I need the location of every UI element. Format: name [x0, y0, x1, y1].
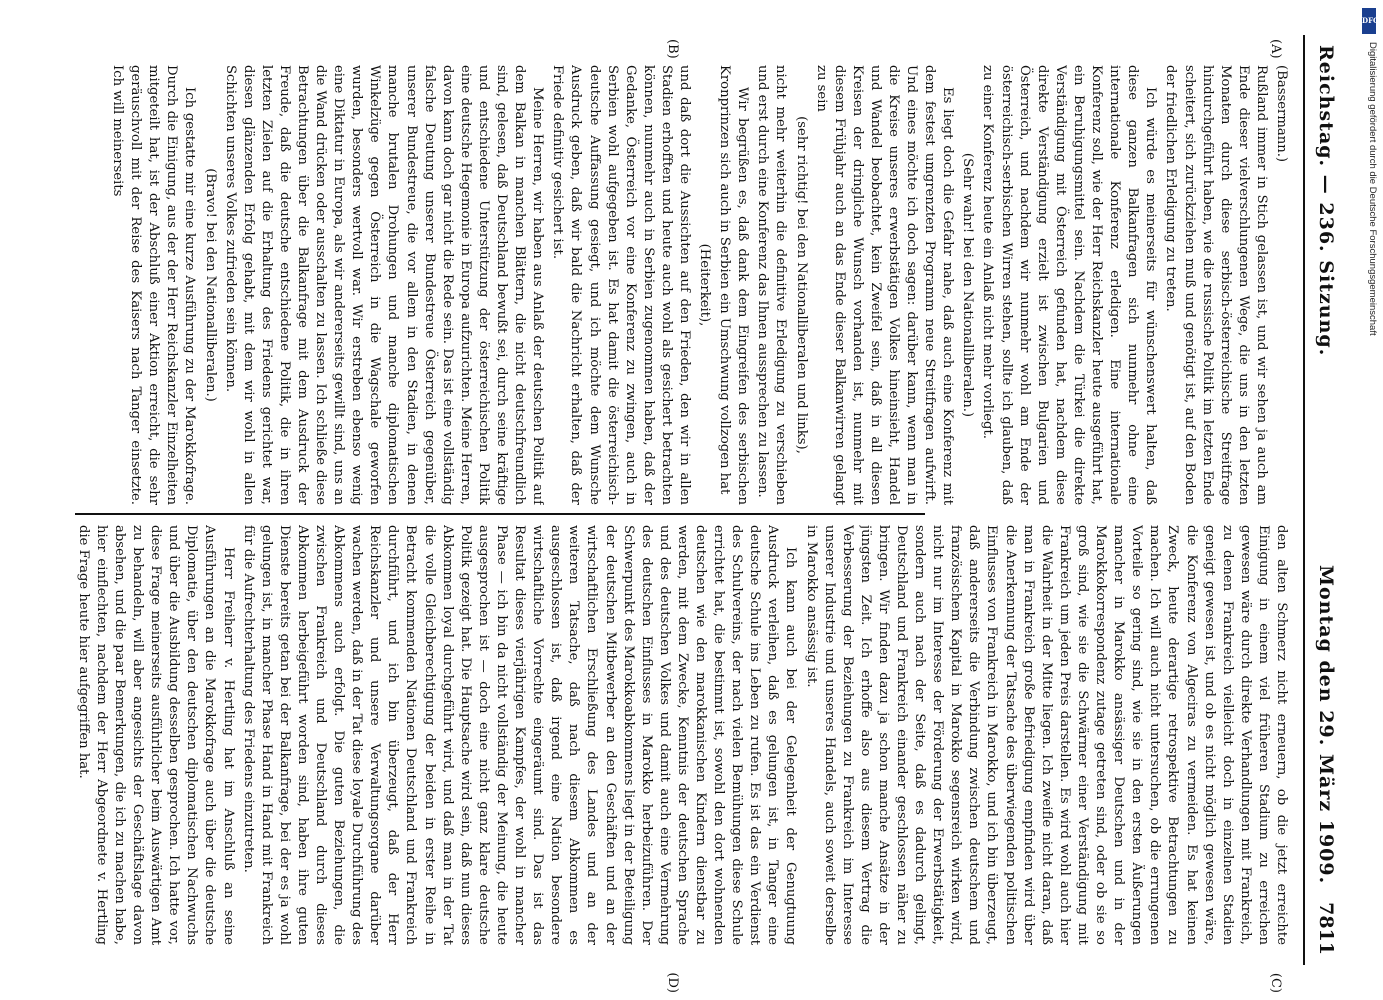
header-left: Reichstag. — 236. Sitzung.	[1315, 45, 1337, 357]
header-date: Montag den 29. März 1909.	[1315, 565, 1337, 885]
left-column-paragraph: nicht mehr weiterhin die definitive Erledigung zu verschieben und erst durch eine Konferenz das Ihnen aussprechen zu lassen.	[755, 65, 789, 505]
right-column-paragraph: Herr Freiherr v. Hertling hat im Anschluß an seine Ausführungen an die Marokkofrage auch über die deutsche Diplomatie, über den deutschen diplomatischen Nachwuchs und über die Ausbildung desselben gesprochen. Ich hatte vor, diese Frage meinerseits ausführlicher beim Auswärtigen Amt zu behandeln, will aber angesichts der Geschäftslage davon absehen, und die paar Bemerkungen, die ich zu machen habe, hier einflechten, nachdem der Herr Abgeordnete v. Hertling die Frage heute hier aufgegriffen hat.	[75, 525, 236, 945]
right-column	[55, 525, 1290, 945]
right-column-paragraph: den alten Schmerz nicht erneuern, ob die jetzt erreichte Einigung in einem viel früheren Stadium zu erreichen gewesen wäre durch direkte Verhandlungen mit Frankreich, zu denen Frankreich vielleicht doch in einzelnen Stadien geneigt gewesen ist, und ob es nicht möglich gewesen wäre, die Konferenz von Algeciras zu vermeiden. Es hat keinen Zweck, heute derartige retrospektive Betrachtungen zu machen. Ich will auch nicht untersuchen, ob die errungenen Vorteile so gering sind, wie sie in den ersten Äußerungen mancher in Marokko ansässiger Deutschen und in der Marokkokorrespondenz zutage getreten sind, oder ob sie so groß sind, wie sie die Schwärmer einer Verständigung mit Frankreich um jeden Preis darstellen. Es wird wohl auch hier die Wahrheit in der Mitte liegen. Ich zweifle nicht daran, daß man in Frankreich große Befriedigung empfinden wird über die Anerkennung der Tatsache des überwiegenden politischen Einflusses von Frankreich in Marokko, und ich bin überzeugt, daß andererseits die Verbindung zwischen deutschem und französischem Kapital in Marokko segensreich wirken wird, nicht nur im Interesse der Förderung der Erwerbstätigkeit, sondern auch nach der Seite, daß es dadurch gelingt, Deutschland und Frankreich einander geschlossen näher zu bringen. Wir finden dazu ja schon manche Ansätze in der jüngsten Zeit. Ich erhoffe also aus diesem Vertrag die Verbesserung der Beziehungen zu Frankreich im Interesse unserer Industrie und unseres Handels, auch soweit derselbe in Marokko ansässig ist.	[803, 525, 1289, 945]
left-column-paragraph: (Sehr wahr! bei den Nationalliberalen.)	[960, 152, 976, 418]
left-column-paragraph: Es liegt doch die Gefahr nahe, daß auch eine Konferenz mit dem festest umgrenzten Programm neue Streitfragen aufwirft. Und eines möchte ich doch sagen: darüber kann, wenn man in die Kreise unseres erwerbstätigen Volkes hineinsieht, Handel und Wandel beobachtet, kein Zweifel sein, daß in all diesen Kreisen der dringliche Wunsch vorhanden ist, nunmehr mit diesem Frühjahr auch an das Ende dieser Balkanwirren gelangt zu sein	[813, 65, 956, 505]
running-header	[1303, 35, 1345, 965]
left-column-paragraph: (Bassermann.)	[1274, 65, 1289, 163]
digitization-sidebar	[1362, 8, 1382, 668]
margin-marker-b: (B)	[665, 39, 680, 59]
left-column-paragraph: und daß dort die Aussichten auf den Frieden, den wir in allen Stadien erhofften und heute auch wohl als gesichert betrachten können, nunmehr auch in Serbien zugenommen haben, daß der Gedanke, Österreich vor eine Konferenz zu zwingen, auch in Serbien wohl aufgegeben ist. Es hat damit die österreichisch-deutsche Auffassung gesiegt, und ich möchte dem Wunsche Ausdruck geben, daß wir bald die Nachricht erhalten, daß der Friede definitiv gesichert ist.	[550, 65, 692, 505]
left-column-paragraph: (Bravo! bei den Nationalliberalen.)	[202, 168, 218, 402]
right-column-paragraph: Ich kann auch bei der Gelegenheit der Genugtuung Ausdruck verleihen, daß es gelungen ist, in Tanger eine deutsche Schule ins Leben zu rufen. Es ist das ein Verdienst des Schulvereins, der nach vielen Bemühungen diese Schule errichtet hat, die bestimmt ist, sowohl den dort wohnenden deutschen wie den marokkanischen Kindern dienstbar zu werden, mit dem Zwecke, Kenntnis der deutschen Sprache und des deutschen Volkes und damit auch eine Vermehrung des deutschen Einflusses in Marokko herbeizuführen. Der Schwerpunkt des Marokkoabkommens liegt in der Beteiligung der deutschen Mitbewerber an den Geschäften und an der wirtschaftlichen Erschließung des Landes und an der weiteren Tatsache, daß nach diesem Abkommen es ausgeschlossen ist, daß irgend eine Nation besondere wirtschaftliche Vorrechte eingeräumt sind. Das ist das Resultat dieses vierjährigen Kampfes, der wohl in mancher Phase — ich bin da nicht vollständig der Meinung, die heute ausgesprochen ist — doch eine nicht ganz klare deutsche Politik gezeigt hat. Die Hauptsache wird sein, daß nun dieses Abkommen loyal durchgeführt wird, und daß man in der Tat die volle Gleichberechtigung der beiden in erster Reihe in Betracht kommenden Nationen Deutschland und Frankreich durchführt, und ich bin überzeugt, daß der Herr Reichskanzler und unsere Verwaltungsorgane darüber wachen werden, daß in der Tat diese loyale Durchführung des Abkommens auch erfolgt. Die guten Beziehungen, die zwischen Frankreich und Deutschland durch dieses Abkommen herbeigeführt worden sind, haben ihre guten Dienste bereits getan bei der Balkanfrage, bei der es ja wohl gelungen ist, in mancher Phase Hand in Hand mit Frankreich für die Aufrechterhaltung des Friedens einzutreten.	[240, 525, 799, 945]
margin-marker-c: (C)	[1268, 972, 1283, 993]
left-column-paragraph: Ich würde es meinerseits für wünschenswert halten, daß diese ganzen Balkanfragen sich nunmehr ohne eine internationale Konferenz erledigen. Eine internationale Konferenz soll, wie der Herr Reichskanzler heute ausgeführt hat, ein Beruhigungsmittel sein. Nachdem die Türkei die direkte Verständigung mit Österreich gefunden hat, nachdem diese direkte Verständigung erzielt ist zwischen Bulgarien und Österreich, und nachdem wir nunmehr wohl am Ende der österreichisch-serbischen Wirren stehen, sollte ich glauben, daß zu einer Konferenz heute ein Anlaß nicht mehr vorliegt.	[980, 65, 1159, 505]
left-column-paragraph: Ich gestatte mir eine kurze Ausführung zu der Marokkofrage. Durch die Einigung, aus der der Herr Reichskanzler Einzelheiten mitgeteilt hat, ist der Abschluß einer Aktion erreicht, die sehr geräuschvoll mit der Reise des Kaisers nach Tanger einsetzte. Ich will meinerseits	[110, 65, 198, 505]
dfg-logo: DFG	[1362, 8, 1376, 34]
left-column-paragraph: Wir begrüßen es, daß dank dem Eingreifen des serbischen Kronprinzen sich auch in Serbien ein Umschwung vollzogen hat	[717, 65, 751, 505]
column-divider	[75, 513, 925, 515]
digitization-credit: Digitalisierung gefördert durch die Deutsche Forschungsgemeinschaft	[1367, 42, 1378, 336]
margin-marker-d: (D)	[665, 972, 680, 993]
left-column-paragraph: Meine Herren, wir haben aus Anlaß der deutschen Politik auf dem Balkan in manchen Blättern, die nicht deutschfreundlich sind, gelesen, daß Deutschland bewußt sei, durch seine kräftige und entschiedene Unterstützung der österreichischen Politik eine deutsche Hegemonie in Europa aufzurichten. Meine Herren, davon kann doch gar nicht die Rede sein. Das ist eine vollständig falsche Deutung unserer Bundestreue Österreich gegenüber, unserer Bundestreue, die vor allem in den Stadien, in denen manche brutalen Drohungen und manche diplomatischen Winkelzüge gegen Österreich in die Wagschale geworfen wurden, besonders wertvoll war. Wir erstreben ebenso wenig eine Diktatur in Europa, als wir andererseits gewillt sind, uns an die Wand drücken oder ausschalten zu lassen. Ich schließe diese Betrachtungen über die Balkanfrage mit dem Ausdruck der Freude, daß die deutsche entschiedene Politik, die in ihren letzten Zielen auf die Erhaltung des Friedens gerichtet war, diesen glänzenden Erfolg gehabt, mit dem wir wohl in allen Schichten unseres Volkes zufrieden sein können.	[222, 65, 546, 505]
document-page	[55, 35, 1345, 993]
left-column-paragraph: (Heiterkeit),	[697, 243, 713, 327]
left-column-paragraph: (sehr richtig! bei den Nationalliberalen und links),	[793, 116, 809, 454]
left-column-paragraph: Rußland immer in Stich gelassen ist, und wir sehen ja auch am Ende dieser vielverschlungenen Wege, die uns in den letzten Monaten durch diese serbisch-österreichische Streitfrage hindurchgeführt haben, wie die russische Politik im letzten Ende scheitert, sich zurückziehen muß und genötigt ist, auf den Boden der friedlichen Erledigung zu treten.	[1163, 65, 1269, 505]
margin-marker-a: (A)	[1268, 39, 1283, 59]
page-number: 7811	[1315, 902, 1337, 955]
left-column	[55, 65, 1290, 505]
